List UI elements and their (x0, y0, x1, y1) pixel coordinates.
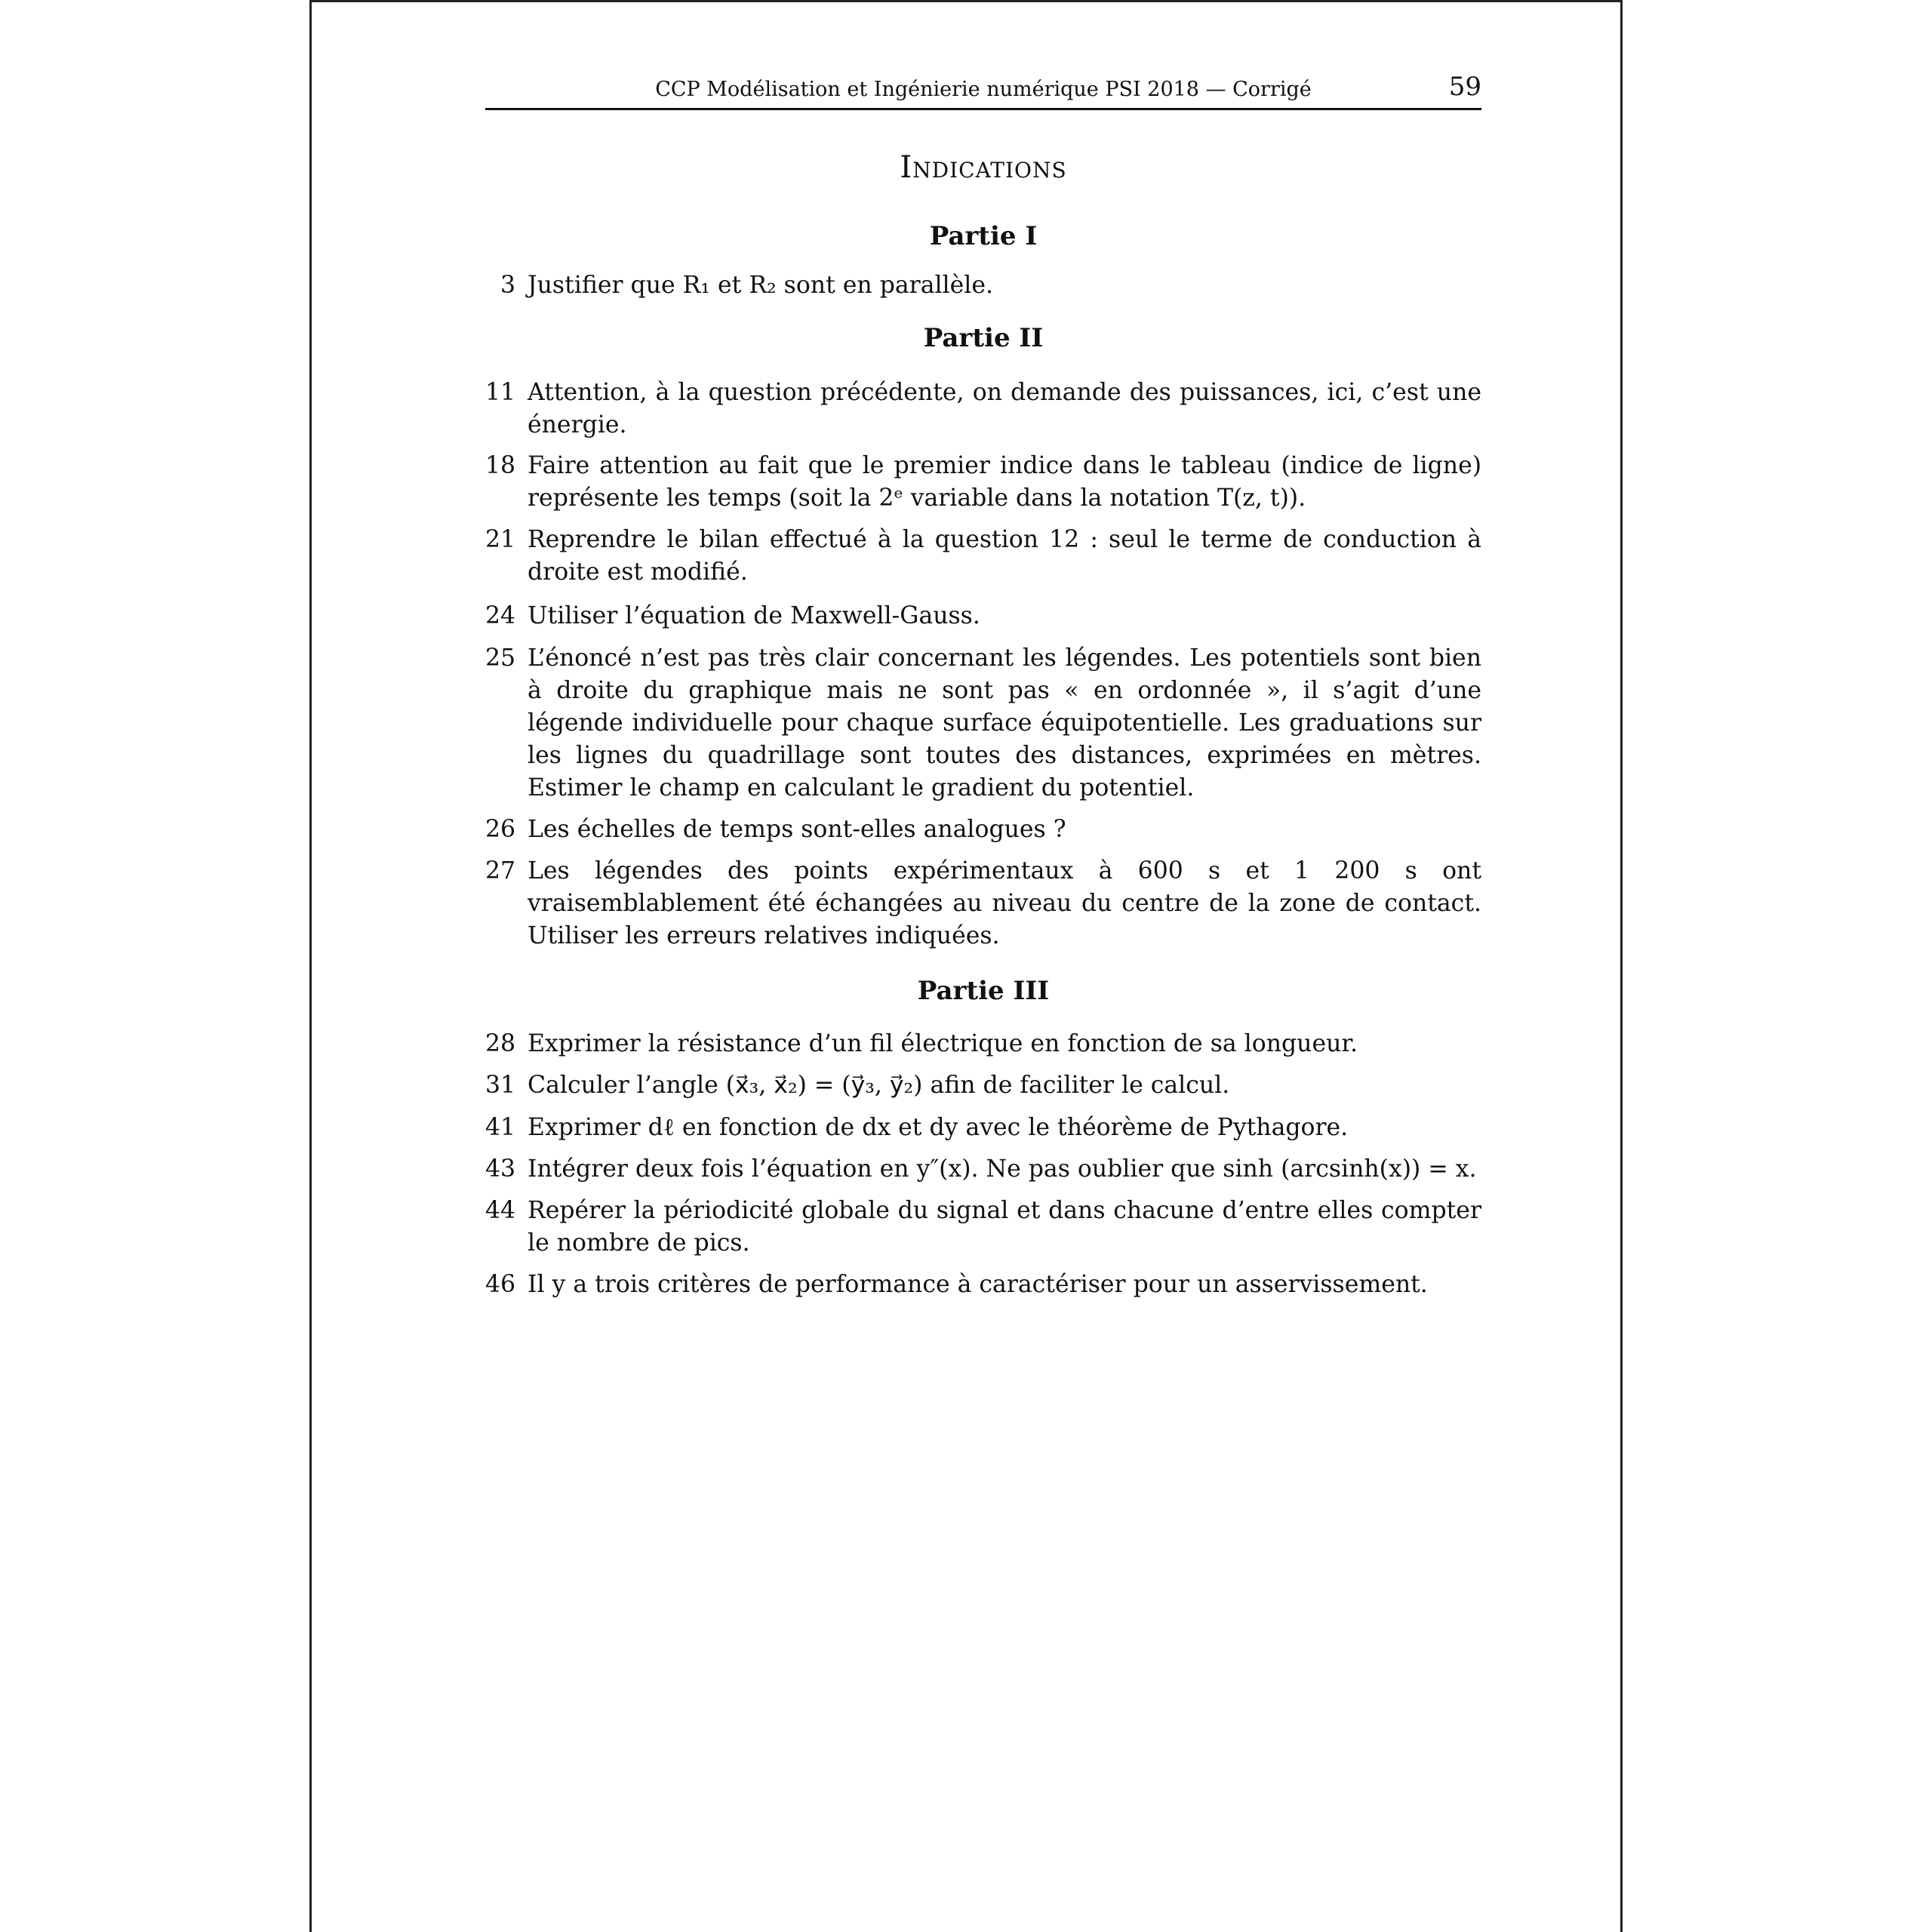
item-number: 44 (485, 1197, 516, 1224)
item-text: Intégrer deux fois l’équation en y″(x). Ne pas oublier que sinh (arcsinh(x)) = x. (528, 1155, 1477, 1183)
item-number: 24 (485, 602, 516, 629)
item-text: Les échelles de temps sont-elles analogues ? (528, 816, 1066, 843)
item-text: Calculer l’angle (x⃗₃, x⃗₂) = (y⃗₃, y⃗₂) afin de faciliter le calcul. (528, 1072, 1230, 1099)
page-number: 59 (1448, 72, 1481, 102)
item-number: 43 (485, 1155, 516, 1183)
item-number: 11 (485, 379, 516, 406)
part-heading: Partie II (923, 323, 1044, 353)
section-title: Indications (900, 150, 1067, 185)
item-number: 46 (485, 1271, 516, 1298)
item-text: Reprendre le bilan effectué à la question 12 : seul le terme de conduction à droite est modifié. (528, 526, 1481, 586)
item-number: 25 (485, 645, 516, 672)
item-text: Exprimer dℓ en fonction de dx et dy avec le théorème de Pythagore. (528, 1114, 1349, 1141)
item-text: Attention, à la question précédente, on demande des puissances, ici, c’est une énergie. (528, 379, 1481, 438)
part-heading: Partie III (917, 976, 1050, 1006)
item-text: Exprimer la résistance d’un fil électrique en fonction de sa longueur. (528, 1030, 1358, 1057)
item-text: Justifier que R₁ et R₂ sont en parallèle. (528, 272, 994, 299)
item-number: 3 (500, 272, 515, 299)
item-number: 18 (485, 452, 516, 479)
item-text: Les légendes des points expérimentaux à 600 s et 1 200 s ont vraisemblablement été échangées au niveau du centre de la zone de contact. Utiliser les erreurs relatives indiquées. (528, 857, 1481, 949)
item-number: 28 (485, 1030, 516, 1057)
item-number: 41 (485, 1114, 516, 1141)
item-text: Il y a trois critères de performance à caractériser pour un asservissement. (528, 1271, 1428, 1298)
page-sheet (309, 0, 1623, 1932)
item-text: Utiliser l’équation de Maxwell-Gauss. (528, 602, 980, 629)
running-header (485, 72, 1481, 110)
running-title: CCP Modélisation et Ingénierie numérique PSI 2018 — Corrigé (655, 78, 1312, 101)
item-number: 21 (485, 526, 516, 553)
part-heading: Partie I (929, 221, 1038, 251)
item-text: Faire attention au fait que le premier indice dans le tableau (indice de ligne) représente les temps (soit la 2ᵉ variable dans la notation T(z, t)). (528, 452, 1481, 512)
item-text: Repérer la périodicité globale du signal et dans chacune d’entre elles compter le nombre de pics. (528, 1197, 1481, 1257)
item-number: 27 (485, 857, 516, 884)
item-number: 31 (485, 1072, 516, 1099)
item-text: L’énoncé n’est pas très clair concernant les légendes. Les potentiels sont bien à droite du graphique mais ne sont pas « en ordonnée », il s’agit d’une légende individuelle pour chaque surface équipotentielle. Les graduations sur les lignes du quadrillage sont toutes des distances, exprimées en mètres. Estimer le champ en calculant le gradient du potentiel. (528, 645, 1481, 801)
item-number: 26 (485, 816, 516, 843)
